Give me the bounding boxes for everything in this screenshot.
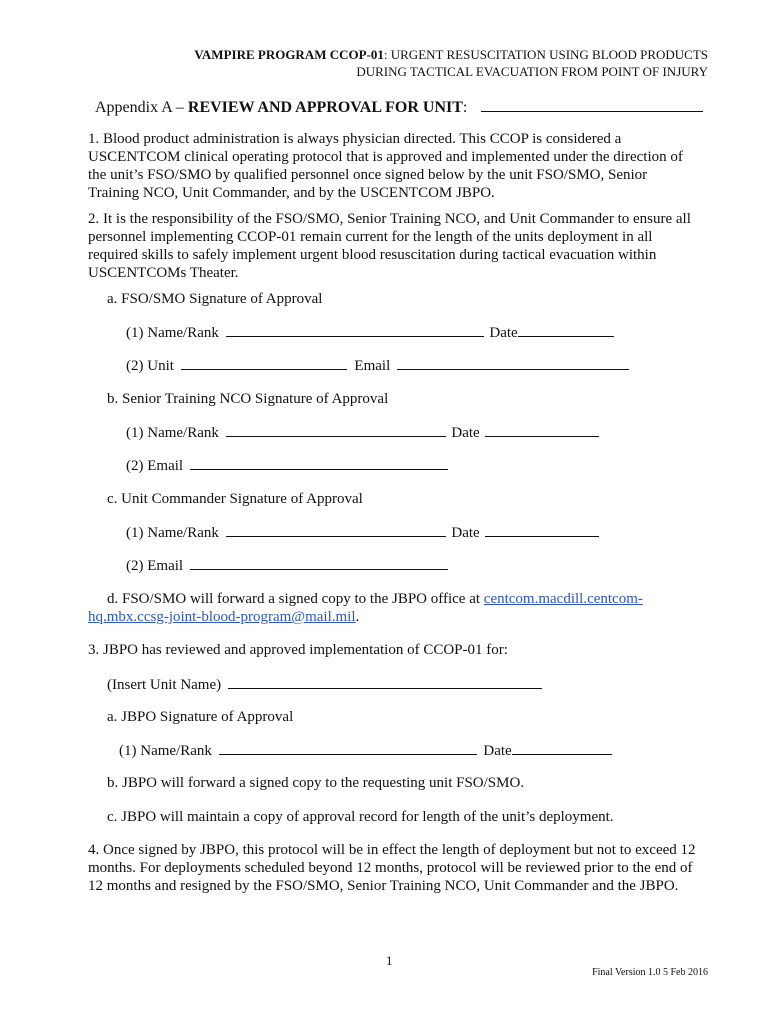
- jbpo-email-link-cont[interactable]: hq.mbx.ccsg-joint-blood-program@mail.mil: [88, 609, 356, 625]
- fso-smo-unit-field[interactable]: [181, 356, 347, 370]
- jbpo-approval-heading: 3. JBPO has reviewed and approved implementation of CCOP-01 for:: [88, 642, 508, 658]
- senior-nco-signature-heading: b. Senior Training NCO Signature of Approval: [107, 391, 389, 407]
- fso-smo-email-field[interactable]: [397, 356, 629, 370]
- unit-commander-date-field[interactable]: [485, 523, 599, 537]
- jbpo-name-rank-row: [119, 741, 612, 760]
- fso-smo-date-field[interactable]: [518, 323, 614, 337]
- unit-commander-signature-heading: c. Unit Commander Signature of Approval: [107, 491, 363, 507]
- unit-commander-name-rank-row: [126, 523, 599, 542]
- appendix-prefix: Appendix A –: [95, 99, 188, 116]
- unit-name-field[interactable]: [481, 98, 703, 112]
- name-rank-label: (1) Name/Rank: [126, 425, 219, 441]
- unit-commander-name-rank-field[interactable]: [226, 523, 446, 537]
- jbpo-date-field[interactable]: [512, 741, 612, 755]
- sentence-end: .: [355, 609, 360, 625]
- document-header: [194, 46, 708, 80]
- date-label: Date: [483, 743, 512, 759]
- program-title: VAMPIRE PROGRAM CCOP-01: [194, 47, 384, 62]
- paragraph-2: 2. It is the responsibility of the FSO/SMO, Senior Training NCO, and Unit Commander to ensure all personnel implementing CCOP-01 remain current for the length of the units deployment in all required skills to safely implement urgent blood resuscitation during tactical evacuation within USCENTCOMs Theater.: [88, 211, 691, 281]
- insert-unit-row: [107, 675, 542, 694]
- jbpo-name-rank-field[interactable]: [219, 741, 477, 755]
- unit-commander-email-field[interactable]: [190, 556, 448, 570]
- fso-smo-name-rank-row: [126, 323, 614, 342]
- senior-nco-name-rank-row: [126, 423, 599, 442]
- email-label: (2) Email: [126, 458, 184, 474]
- appendix-title: [95, 98, 703, 117]
- paragraph-1: 1. Blood product administration is always physician directed. This CCOP is considered a USCENTCOM clinical operating protocol that is approved and implemented under the direction of the unit’s FSO/SMO by qualified personnel once signed below by the unit FSO/SMO, Senior Training NCO, Unit Commander, and by the USCENTCOM JBPO.: [88, 131, 683, 201]
- page-number: 1: [386, 953, 393, 968]
- forward-instruction: [107, 590, 643, 608]
- unit-label: (2) Unit: [126, 358, 174, 374]
- email-label: (2) Email: [126, 558, 184, 574]
- fso-smo-signature-heading: a. FSO/SMO Signature of Approval: [107, 291, 323, 307]
- unit-commander-email-row: [126, 556, 448, 575]
- name-rank-label: (1) Name/Rank: [119, 743, 212, 759]
- forward-instruction-text: d. FSO/SMO will forward a signed copy to the JBPO office at: [107, 591, 484, 607]
- date-label: Date: [451, 525, 480, 541]
- forward-instruction-cont: [88, 608, 359, 626]
- insert-unit-name-field[interactable]: [228, 675, 542, 689]
- header-line-2: DURING TACTICAL EVACUATION FROM POINT OF INJURY: [356, 64, 708, 79]
- email-label: Email: [354, 358, 391, 374]
- date-label: Date: [451, 425, 480, 441]
- appendix-colon: :: [462, 99, 468, 116]
- jbpo-email-link[interactable]: centcom.macdill.centcom-: [483, 591, 643, 607]
- jbpo-record-note: c. JBPO will maintain a copy of approval record for length of the unit’s deployment.: [107, 809, 614, 825]
- senior-nco-date-field[interactable]: [485, 423, 599, 437]
- paragraph-4: 4. Once signed by JBPO, this protocol will be in effect the length of deployment but not to exceed 12 months. For deployments scheduled beyond 12 months, protocol will be reviewed prior to the end of 12 months and resigned by the FSO/SMO, Senior Training NCO, Unit Commander and the JBPO.: [88, 842, 696, 894]
- fso-smo-unit-row: [126, 356, 629, 375]
- name-rank-label: (1) Name/Rank: [126, 525, 219, 541]
- header-line-1: [194, 46, 708, 63]
- jbpo-signature-heading: a. JBPO Signature of Approval: [107, 709, 294, 725]
- senior-nco-email-row: [126, 456, 448, 475]
- jbpo-forward-note: b. JBPO will forward a signed copy to the requesting unit FSO/SMO.: [107, 775, 525, 791]
- fso-smo-name-rank-field[interactable]: [226, 323, 484, 337]
- name-rank-label: (1) Name/Rank: [126, 325, 219, 341]
- date-label: Date: [489, 325, 518, 341]
- senior-nco-email-field[interactable]: [190, 456, 448, 470]
- insert-unit-label: (Insert Unit Name): [107, 677, 222, 693]
- version-footer: Final Version 1.0 5 Feb 2016: [592, 967, 708, 978]
- senior-nco-name-rank-field[interactable]: [226, 423, 446, 437]
- header-subtitle-1: : URGENT RESUSCITATION USING BLOOD PRODUCTS: [383, 47, 708, 62]
- appendix-heading: REVIEW AND APPROVAL FOR UNIT: [187, 99, 463, 116]
